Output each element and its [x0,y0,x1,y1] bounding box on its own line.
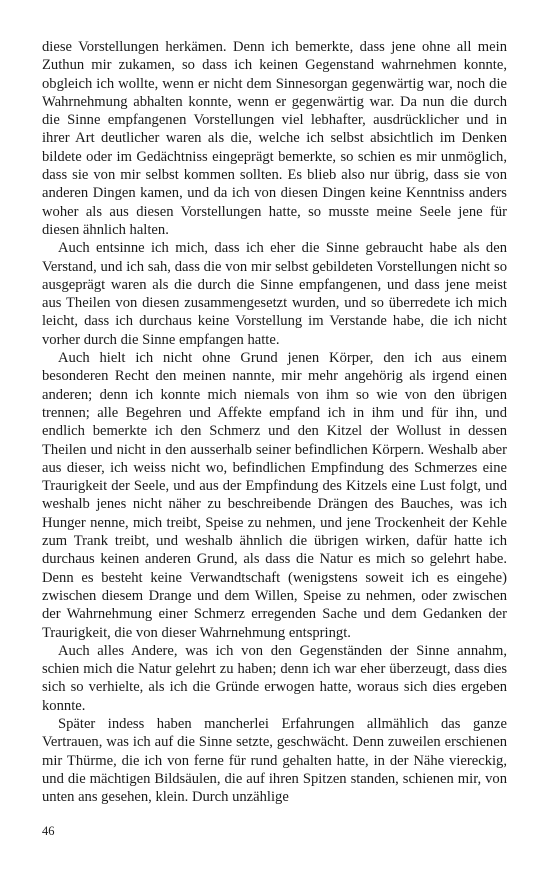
paragraph-3: Auch hielt ich nicht ohne Grund jenen Körper, den ich aus einem besonderen Recht den meinen nannte, mir mehr angehörig als irgend einen anderen; denn ich konnte mich niemals von ihm so wie von den übrigen trennen; alle Begehren und Affekte empfand ich in ihm und für ihn, und endlich bemerkte ich den Schmerz und den Kitzel der Wollust in dessen Theilen und nicht in den ausserhalb seiner befindlichen Körpern. Weshalb aber aus dieser, ich weiss nicht wo, befindlichen Empfindung des Schmerzes eine Traurigkeit der Seele, und aus der Empfindung des Kitzels eine Lust folgt, und weshalb jenes nicht näher zu beschreibende Drängen des Bauches, was ich Hunger nenne, mich treibt, Speise zu nehmen, und jene Trockenheit der Kehle zum Trank treibt, und weshalb ähnlich die übrigen wirken, dafür hatte ich durchaus keinen anderen Grund, als dass die Natur es mich so gelehrt habe. Denn es besteht keine Verwandtschaft (wenigstens soweit ich es eingehe) zwischen diesem Drange und dem Willen, Speise zu nehmen, oder zwischen der Wahrnehmung einer Schmerz erregenden Sache und dem Gedanken der Traurigkeit, die von dieser Wahrnehmung entspringt. [42,350,507,641]
paragraph-1: diese Vorstellungen herkämen. Denn ich bemerkte, dass jene ohne all mein Zuthun mir zukamen, so dass ich keinen Gegenstand wahrnehmen konnte, obgleich ich wollte, wenn er nicht dem Sinnesorgan gegenwärtig war, noch die Wahrnehmung abhalten konnte, wenn er gegenwärtig war. Da nun die durch die Sinne empfangenen Vorstellungen viel lebhafter, ausdrücklicher und in ihrer Art deutlicher waren als die, welche ich selbst absichtlich im Denken bildete oder im Gedächtniss eingeprägt bemerkte, so schien es mir unmöglich, dass sie von mir selbst kommen sollten. Es blieb also nur übrig, dass sie von anderen Dingen kamen, und da ich von diesen Dingen keine Kenntniss anders woher als aus diesen Vorstellungen hatte, so musste meine Seele jene für diesen ähnlich halten. [42,39,507,238]
paragraph-4: Auch alles Andere, was ich von den Gegenständen der Sinne annahm, schien mich die Natur gelehrt zu haben; denn ich war eher überzeugt, dass dies sich so verhielte, als ich die Gründe erwogen hatte, woraus sich dies ergeben konnte. [42,642,507,714]
page-body [42,38,507,806]
page-number: 46 [42,824,55,838]
paragraph-5: Später indess haben mancherlei Erfahrungen allmählich das ganze Vertrauen, was ich auf die Sinne setzte, geschwächt. Denn zuweilen erschienen mir Thürme, die ich von ferne für rund gehalten hatte, in der Nähe viereckig, und die mächtigen Bildsäulen, die auf ihren Spitzen standen, schienen mir, von unten ans gesehen, klein. Durch unzählige [42,715,507,806]
paragraph-2: Auch entsinne ich mich, dass ich eher die Sinne gebraucht habe als den Verstand, und ich sah, dass die von mir selbst gebildeten Vorstellungen nicht so ausgeprägt waren als die durch die Sinne empfangenen, und dass jene meist aus Theilen von diesen zusammengesetzt wurden, und so überredete ich mich leicht, dass ich durchaus keine Vorstellung im Verstande habe, die ich nicht vorher durch die Sinne empfangen hatte. [42,240,507,348]
